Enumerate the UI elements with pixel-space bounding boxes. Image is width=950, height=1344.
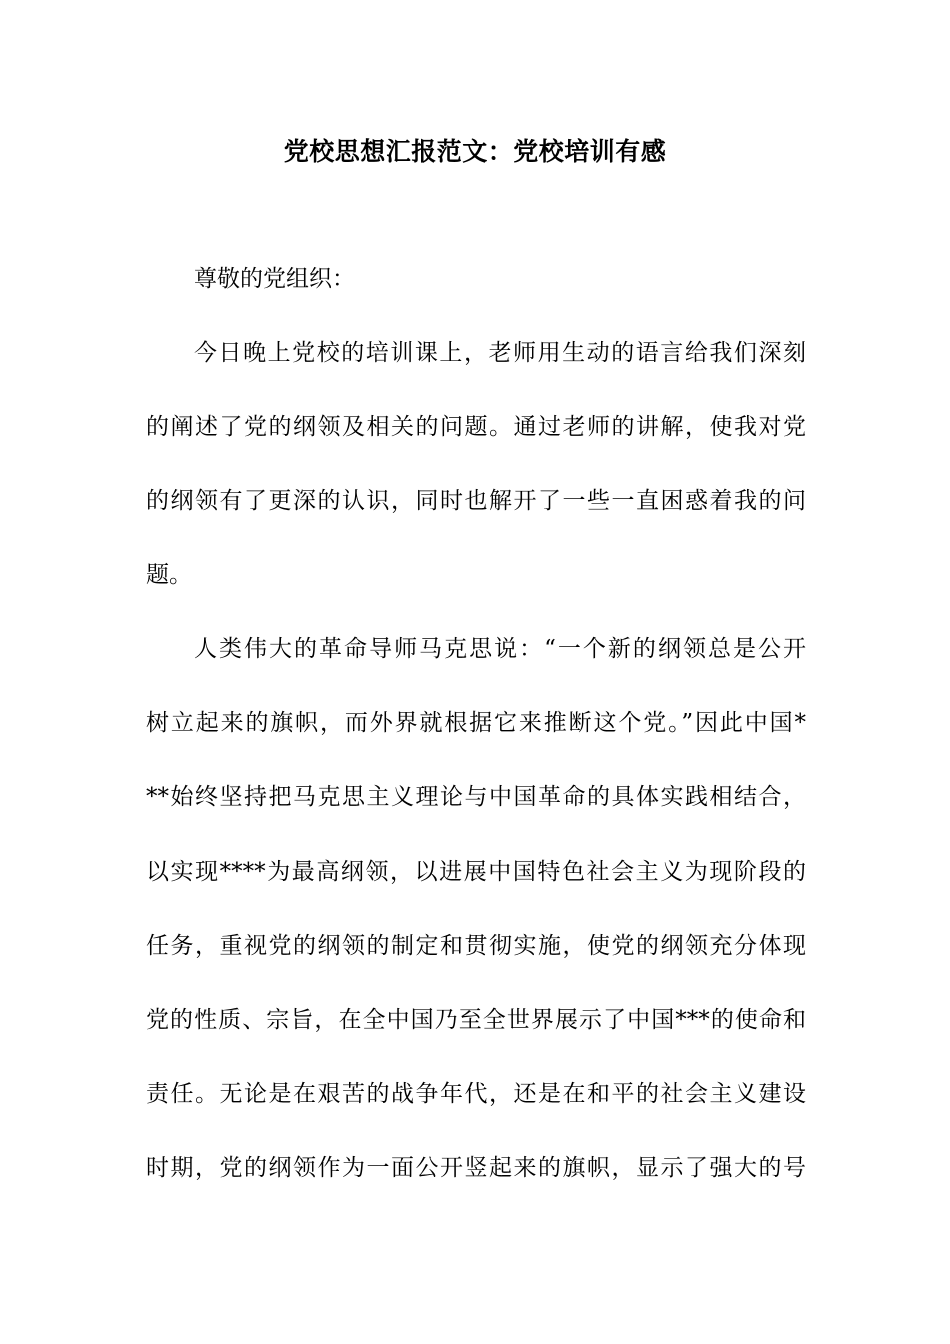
paragraph-line: 责任。无论是在艰苦的战争年代，还是在和平的社会主义建设 [146,1081,806,1107]
paragraph-line: 党的性质、宗旨，在全中国乃至全世界展示了中国***的使命和 [146,1007,806,1033]
paragraph-line: 树立起来的旗帜，而外界就根据它来推断这个党。”因此中国* [146,710,806,736]
paragraph-line: 今日晚上党校的培训课上，老师用生动的语言给我们深刻 [194,340,806,366]
paragraph-line: 任务，重视党的纲领的制定和贯彻实施，使党的纲领充分体现 [146,933,806,959]
document-title: 党校思想汇报范文：党校培训有感 [283,137,667,166]
salutation: 尊敬的党组织： [194,266,355,292]
paragraph-line: 时期，党的纲领作为一面公开竖起来的旗帜，显示了强大的号 [146,1155,806,1181]
paragraph-line: 的纲领有了更深的认识，同时也解开了一些一直困惑着我的问 [146,488,806,514]
paragraph-line: 的阐述了党的纲领及相关的问题。通过老师的讲解，使我对党 [146,414,806,440]
paragraph-line: 人类伟大的革命导师马克思说：“一个新的纲领总是公开 [194,636,806,662]
paragraph-line: 以实现****为最高纲领，以进展中国特色社会主义为现阶段的 [146,859,806,885]
paragraph-line: **始终坚持把马克思主义理论与中国革命的具体实践相结合， [146,784,806,810]
paragraph-line: 题。 [146,562,192,588]
